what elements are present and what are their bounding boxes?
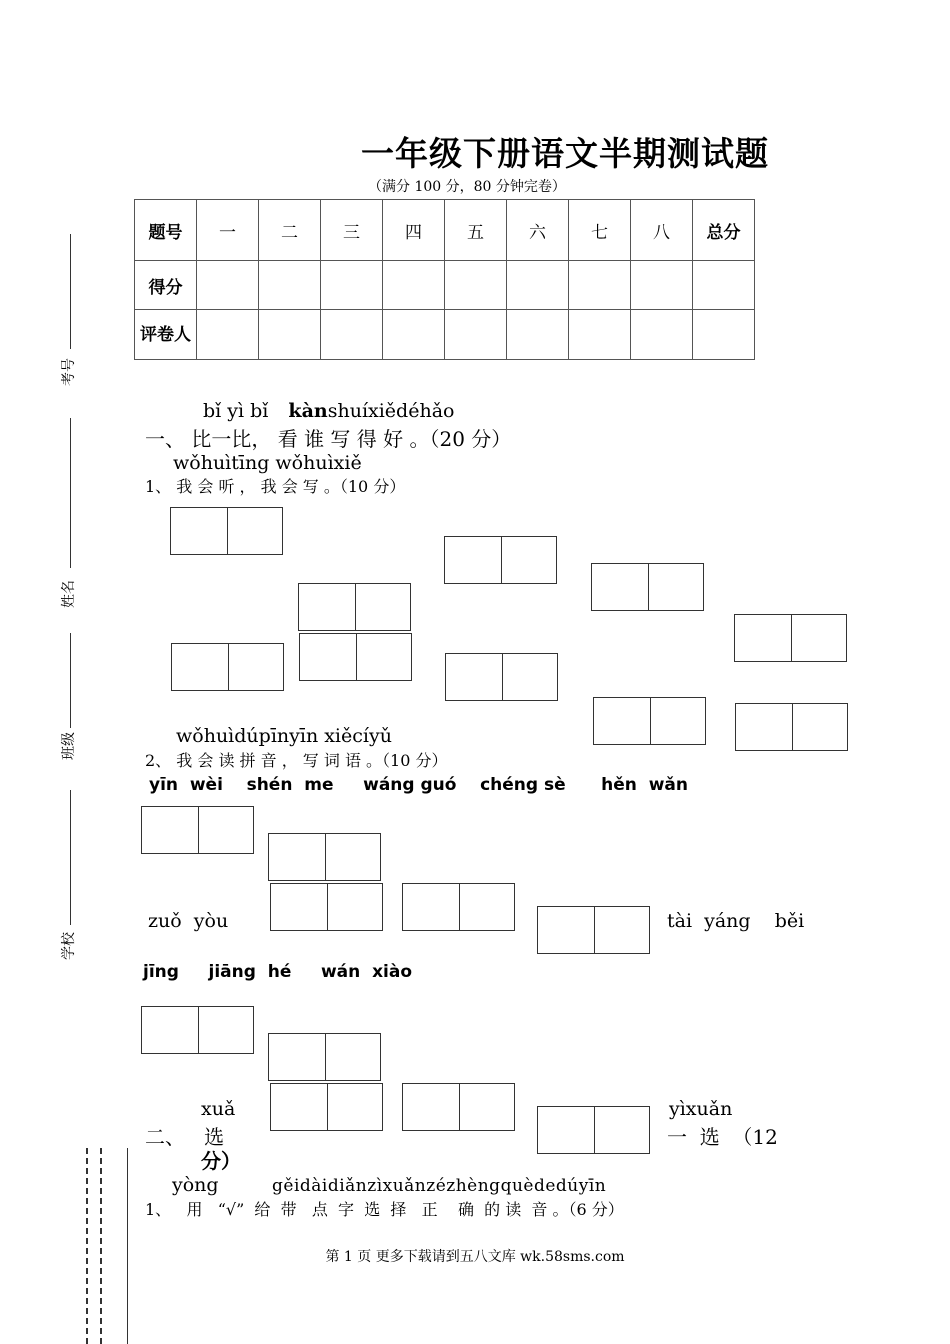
- pinyin-shuixiedehao: shuíxiědéhǎo: [327, 400, 455, 422]
- section1-pinyin: [203, 400, 454, 422]
- grader-input-cell[interactable]: [569, 310, 631, 360]
- section1-heading: 一、 比一比， 看 谁 写 得 好 。（20 分）: [145, 427, 512, 451]
- s2q1-pinyin: gěidàidiǎnzìxuǎnzézhèngquèdedúyīn: [272, 1176, 607, 1196]
- s2q1-instruction: 1、 用 “√” 给 带 点 字 选 择 正 确 的 读 音 。（6 分）: [145, 1200, 624, 1219]
- score-cell: 题号: [135, 200, 197, 261]
- pinyin-kan: kàn: [288, 400, 328, 422]
- section2-pinyin-xuan: xuǎ: [201, 1098, 236, 1120]
- score-row-label: 得分: [135, 261, 197, 310]
- score-table: [134, 199, 755, 360]
- writing-box[interactable]: [445, 653, 558, 701]
- q2-instruction: 2、 我 会 读 拼 音 ， 写 词 语 。（10 分）: [145, 751, 448, 770]
- writing-box[interactable]: [537, 906, 650, 954]
- writing-box[interactable]: [170, 507, 283, 555]
- score-cell: 五: [445, 200, 507, 261]
- grader-input-cell[interactable]: [197, 310, 259, 360]
- grader-row-label: 评卷人: [135, 310, 197, 360]
- score-cell: 七: [569, 200, 631, 261]
- grader-input-cell[interactable]: [321, 310, 383, 360]
- score-table-row-score: [135, 261, 755, 310]
- section2-pinyin-right: yìxuǎn: [669, 1098, 733, 1120]
- writing-box[interactable]: [268, 833, 381, 881]
- score-input-cell[interactable]: [445, 261, 507, 310]
- score-input-cell[interactable]: [321, 261, 383, 310]
- grader-input-cell[interactable]: [693, 310, 755, 360]
- sidebar-line: [70, 633, 71, 728]
- score-cell: 八: [631, 200, 693, 261]
- grader-input-cell[interactable]: [631, 310, 693, 360]
- writing-box[interactable]: [593, 697, 706, 745]
- grader-input-cell[interactable]: [507, 310, 569, 360]
- sidebar-label-xingming: 姓名: [61, 580, 77, 608]
- writing-box[interactable]: [141, 1006, 254, 1054]
- q2-pinyin-row2-left: zuǒ yòu: [148, 910, 229, 932]
- score-cell: 三: [321, 200, 383, 261]
- page-subtitle: （满分 100 分，80 分钟完卷）: [368, 179, 566, 195]
- score-input-cell[interactable]: [259, 261, 321, 310]
- q2-pinyin-row3: jīng jiāng hé wán xiào: [143, 962, 413, 982]
- writing-box[interactable]: [270, 883, 383, 931]
- writing-box[interactable]: [402, 883, 515, 931]
- grader-input-cell[interactable]: [259, 310, 321, 360]
- q1-pinyin: wǒhuìtīng wǒhuìxiě: [173, 452, 362, 474]
- writing-box[interactable]: [141, 806, 254, 854]
- score-input-cell[interactable]: [383, 261, 445, 310]
- page-footer: 第 1 页 更多下载请到五八文库 wk.58sms.com: [325, 1249, 625, 1265]
- score-table-row-grader: [135, 310, 755, 360]
- writing-box[interactable]: [537, 1106, 650, 1154]
- writing-box[interactable]: [444, 536, 557, 584]
- writing-box[interactable]: [298, 583, 411, 631]
- grader-input-cell[interactable]: [445, 310, 507, 360]
- sidebar-label-banji: 班级: [61, 732, 77, 760]
- score-input-cell[interactable]: [631, 261, 693, 310]
- writing-box[interactable]: [735, 703, 848, 751]
- writing-box[interactable]: [734, 614, 847, 662]
- writing-box[interactable]: [268, 1033, 381, 1081]
- score-cell: 总分: [693, 200, 755, 261]
- q2-pinyin: wǒhuìdúpīnyīn xiěcíyǔ: [176, 725, 392, 747]
- q2-pinyin-row2-right: tài yáng běi: [667, 910, 805, 932]
- writing-box[interactable]: [270, 1083, 383, 1131]
- page-title: 一年级下册语文半期测试题: [361, 134, 769, 173]
- q1-instruction: 1、 我 会 听 ， 我 会 写 。（10 分）: [145, 477, 406, 496]
- writing-box[interactable]: [402, 1083, 515, 1131]
- q2-pinyin-row1: yīn wèi shén me wáng guó chéng sè hěn wǎn: [149, 775, 689, 795]
- sidebar-line: [70, 234, 71, 349]
- score-cell: 六: [507, 200, 569, 261]
- section2-heading-left: 二、 选: [145, 1125, 225, 1149]
- grader-input-cell[interactable]: [383, 310, 445, 360]
- sidebar-label-xuexiao: 学校: [61, 932, 77, 960]
- section2-heading-right: 一 选 （12: [667, 1125, 778, 1149]
- writing-box[interactable]: [299, 633, 412, 681]
- score-input-cell[interactable]: [197, 261, 259, 310]
- score-input-cell[interactable]: [693, 261, 755, 310]
- score-table-header-row: [135, 200, 755, 261]
- writing-box[interactable]: [591, 563, 704, 611]
- score-cell: 二: [259, 200, 321, 261]
- sidebar-line: [70, 418, 71, 568]
- pinyin-biyibi: bǐ yì bǐ: [203, 400, 269, 422]
- section2-heading-tail: 分）: [201, 1149, 241, 1173]
- score-input-cell[interactable]: [507, 261, 569, 310]
- score-input-cell[interactable]: [569, 261, 631, 310]
- sidebar-label-kaohao: 考号: [61, 358, 77, 386]
- writing-box[interactable]: [171, 643, 284, 691]
- score-cell: 一: [197, 200, 259, 261]
- s2q1-pinyin-yong: yòng: [172, 1174, 219, 1196]
- score-cell: 四: [383, 200, 445, 261]
- sidebar-line: [70, 790, 71, 925]
